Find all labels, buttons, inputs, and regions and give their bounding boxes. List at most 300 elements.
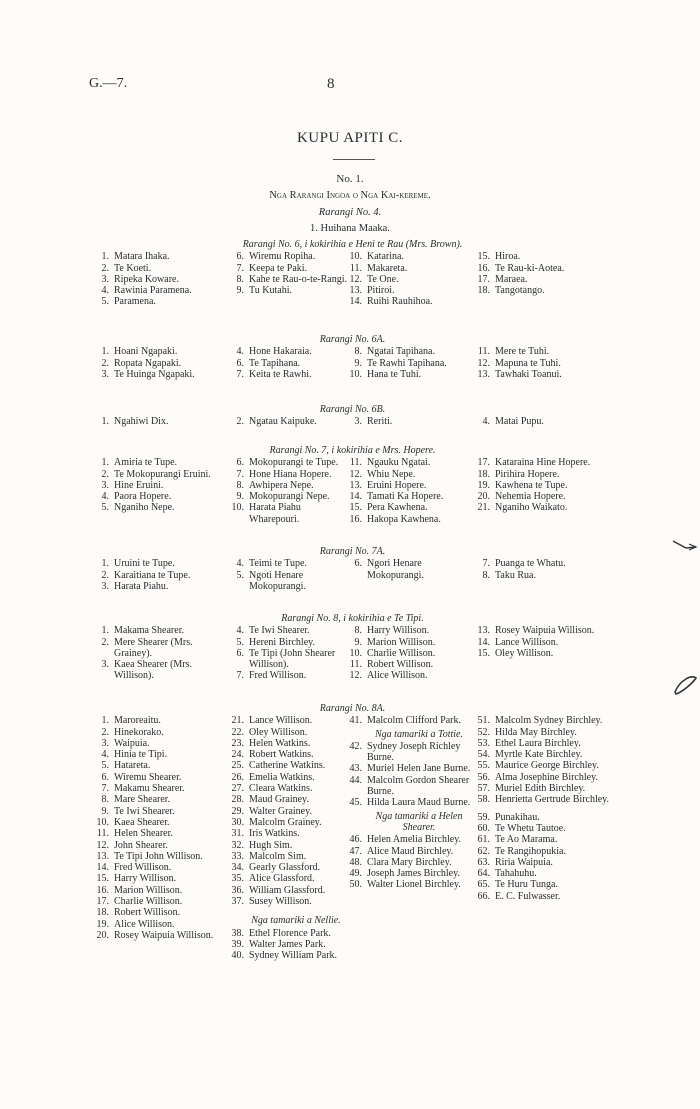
name-column (348, 251, 476, 307)
item-name: Kawhena te Tupe. (495, 479, 568, 491)
item-name: Hilda Laura Maud Burne. (367, 797, 471, 809)
item-name: Awhipera Nepe. (249, 479, 314, 491)
item-name: Eruini Hopere. (367, 479, 427, 491)
item-name: Harata Piahu Wharepouri. (249, 502, 301, 525)
item-number: 47. (349, 845, 362, 857)
item-number: 9. (354, 357, 362, 369)
list-item (95, 296, 230, 307)
section-label: Rarangi No. 7, i kokirihia e Mrs. Hopere. (269, 445, 436, 456)
list-item (348, 879, 476, 890)
item-number: 46. (349, 834, 362, 846)
list-item (95, 817, 230, 828)
list-item (230, 817, 348, 828)
item-number: 28. (231, 794, 244, 806)
list-item (348, 514, 476, 525)
list-item (95, 907, 230, 918)
list-item (230, 896, 348, 907)
item-name: Joseph James Birchley. (367, 868, 460, 880)
item-name: Te Mokopurangi Eruini. (114, 468, 211, 480)
list-item (230, 840, 348, 851)
subgroup-heading: Nga tamariki a Helen Shearer. (375, 810, 463, 833)
item-name: Makama Shearer. (114, 625, 184, 637)
list-item (95, 930, 230, 941)
item-name: Walter Lionel Birchley. (367, 879, 461, 891)
item-number: 7. (236, 262, 244, 274)
item-number: 4. (236, 625, 244, 637)
item-name: Mapuna te Tuhi. (495, 357, 561, 369)
item-number: 2. (101, 636, 109, 648)
item-number: 10. (96, 816, 109, 828)
item-name: Maurice George Birchley. (495, 760, 599, 772)
list-item (230, 851, 348, 862)
item-number: 10. (349, 647, 362, 659)
item-name: Te Ao Marama. (495, 834, 558, 846)
item-name: Helen Shearer. (114, 828, 173, 840)
list-item (476, 558, 610, 569)
list-item (348, 868, 476, 879)
list-item (348, 775, 476, 798)
list-item (476, 846, 610, 857)
list-item (95, 469, 230, 480)
list-item (476, 263, 610, 274)
item-number: 44. (349, 774, 362, 786)
list-item (95, 806, 230, 817)
item-number: 5. (236, 636, 244, 648)
list-item (476, 416, 610, 427)
item-number: 31. (231, 828, 244, 840)
section-columns (95, 346, 610, 380)
item-number: 56. (477, 771, 490, 783)
rarangi-section (95, 546, 610, 592)
item-name: Ngatai Tapihana. (367, 346, 435, 358)
item-name: Charlie Willison. (367, 647, 436, 659)
item-number: 8. (354, 625, 362, 637)
list-item (230, 274, 348, 285)
item-name: Pera Kawhena. (367, 502, 428, 514)
list-item (95, 502, 230, 513)
list-item (95, 358, 230, 369)
item-number: 3. (101, 368, 109, 380)
item-number: 11. (349, 659, 362, 671)
margin-arrow-mark (672, 538, 698, 554)
item-number: 38. (231, 927, 244, 939)
item-number: 8. (236, 273, 244, 285)
item-number: 51. (477, 715, 490, 727)
item-name: Myrtle Kate Birchley. (495, 749, 583, 761)
list-item (230, 251, 348, 262)
item-number: 65. (477, 879, 490, 891)
list-item (95, 840, 230, 851)
list-item (95, 749, 230, 760)
list-item (476, 358, 610, 369)
item-number: 8. (482, 569, 490, 581)
list-item (230, 828, 348, 839)
item-name: Fred Willison. (249, 670, 307, 682)
item-number: 1. (101, 625, 109, 637)
rarangi-section (95, 334, 610, 380)
name-column (476, 558, 610, 592)
item-number: 12. (96, 839, 109, 851)
item-name: Mere Shearer (Mrs. Grainey). (114, 636, 193, 659)
item-number: 37. (231, 896, 244, 908)
item-name: Kaea Shearer (Mrs. Willison). (114, 659, 193, 682)
item-name: Te Huinga Ngapaki. (114, 368, 195, 380)
item-name: Hinia te Tipi. (114, 749, 168, 761)
list-item (95, 491, 230, 502)
item-number: 4. (101, 749, 109, 761)
list-item (230, 772, 348, 783)
list-item (348, 659, 476, 670)
item-name: Teimi te Tupe. (249, 558, 307, 570)
name-column (230, 625, 348, 681)
item-name: Ngori Henare Mokopurangi. (367, 558, 424, 581)
list-item (348, 648, 476, 659)
list-item (230, 783, 348, 794)
item-name: Paora Hopere. (114, 491, 172, 503)
item-number: 33. (231, 850, 244, 862)
item-number: 6. (236, 251, 244, 263)
list-item (230, 263, 348, 274)
list-item (348, 480, 476, 491)
item-name: Matara Ihaka. (114, 251, 170, 263)
list-item (476, 823, 610, 834)
item-number: 8. (354, 346, 362, 358)
item-name: Rawinia Paramena. (114, 285, 192, 297)
item-name: Puanga te Whatu. (495, 558, 566, 570)
item-name: Reriti. (367, 416, 393, 428)
item-name: Ethel Florence Park. (249, 927, 331, 939)
list-item (348, 346, 476, 357)
item-name: Te Rangihopukia. (495, 845, 566, 857)
name-column (348, 558, 476, 592)
item-name: Te Iwi Shearer. (249, 625, 310, 637)
item-number: 40. (231, 950, 244, 962)
item-name: Sydney William Park. (249, 950, 338, 962)
item-number: 15. (477, 251, 490, 263)
item-number: 2. (101, 468, 109, 480)
item-name: Hinekorako. (114, 726, 164, 738)
list-item (95, 828, 230, 839)
list-item (230, 885, 348, 896)
list-item (95, 346, 230, 357)
item-number: 49. (349, 868, 362, 880)
item-number: 8. (101, 794, 109, 806)
item-number: 4. (236, 558, 244, 570)
item-number: 2. (101, 262, 109, 274)
item-name: Clara Mary Birchley. (367, 856, 452, 868)
list-item (95, 570, 230, 581)
item-number: 5. (101, 296, 109, 308)
item-number: 52. (477, 726, 490, 738)
item-number: 3. (101, 737, 109, 749)
item-name: Fred Willison. (114, 862, 172, 874)
list-item (348, 715, 476, 726)
item-number: 58. (477, 794, 490, 806)
list-item (95, 285, 230, 296)
item-number: 62. (477, 845, 490, 857)
name-column (476, 625, 610, 681)
list-item (230, 625, 348, 636)
item-name: Robert Willison. (367, 659, 434, 671)
list-item (476, 570, 610, 581)
item-name: Riria Waipuia. (495, 856, 553, 868)
item-name: Te Iwi Shearer. (114, 805, 175, 817)
item-number: 15. (349, 502, 362, 514)
schedule-number: No. 1. (336, 173, 364, 185)
list-item (230, 806, 348, 817)
item-name: Malcolm Clifford Park. (367, 715, 461, 727)
item-number: 53. (477, 737, 490, 749)
item-number: 18. (477, 285, 490, 297)
list-item (476, 760, 610, 771)
item-name: Wiremu Shearer. (114, 771, 182, 783)
item-name: Marion Willison. (114, 884, 183, 896)
item-number: 3. (101, 580, 109, 592)
item-name: Mokopurangi Nepe. (249, 491, 330, 503)
list-item (476, 834, 610, 845)
item-number: 2. (236, 416, 244, 428)
name-column (230, 558, 348, 592)
item-number: 5. (236, 569, 244, 581)
item-number: 13. (96, 850, 109, 862)
item-number: 14. (477, 636, 490, 648)
list-item (230, 369, 348, 380)
item-number: 9. (236, 285, 244, 297)
item-name: Tu Kutahi. (249, 285, 292, 297)
list-item (348, 263, 476, 274)
item-name: Robert Willison. (114, 907, 181, 919)
name-column (348, 715, 476, 961)
item-number: 29. (231, 805, 244, 817)
list-item (95, 794, 230, 805)
item-name: Te Rau-ki-Aotea. (495, 262, 565, 274)
page-number: 8 (327, 76, 335, 92)
item-number: 11. (477, 346, 490, 358)
list-item (230, 794, 348, 805)
item-name: Karaitiana te Tupe. (114, 569, 191, 581)
section-label: Rarangi No. 8, i kokirihia e Te Tipi. (281, 613, 424, 624)
item-number: 59. (477, 811, 490, 823)
item-name: Ngauku Ngatai. (367, 457, 431, 469)
item-number: 32. (231, 839, 244, 851)
item-name: Paramena. (114, 296, 156, 308)
list-item (230, 358, 348, 369)
list-item (476, 346, 610, 357)
item-number: 12. (349, 273, 362, 285)
item-number: 23. (231, 737, 244, 749)
item-name: Katarina. (367, 251, 404, 263)
name-column (348, 457, 476, 525)
item-name: Hilda May Birchley. (495, 726, 577, 738)
name-column (95, 625, 230, 681)
item-number: 12. (349, 670, 362, 682)
list-item (95, 862, 230, 873)
item-number: 25. (231, 760, 244, 772)
item-number: 7. (482, 558, 490, 570)
item-name: Uruini te Tupe. (114, 558, 175, 570)
item-name: John Shearer. (114, 839, 168, 851)
item-number: 2. (101, 357, 109, 369)
item-name: Lance Willison. (249, 715, 313, 727)
item-name: Tawhaki Toanui. (495, 368, 562, 380)
list-item (95, 896, 230, 907)
item-name: Whiu Nepe. (367, 468, 416, 480)
item-number: 50. (349, 879, 362, 891)
item-number: 5. (101, 760, 109, 772)
item-number: 64. (477, 868, 490, 880)
item-number: 16. (349, 513, 362, 525)
item-name: Kataraina Hine Hopere. (495, 457, 591, 469)
item-number: 1. (101, 558, 109, 570)
rarangi-section (95, 613, 610, 682)
list-item (95, 637, 230, 660)
list-item (95, 659, 230, 682)
list-item (348, 469, 476, 480)
item-number: 6. (236, 647, 244, 659)
item-name: Alice Glassford. (249, 873, 315, 885)
rarangi-section (95, 703, 610, 962)
list-item (476, 625, 610, 636)
list-item (230, 469, 348, 480)
list-item (95, 480, 230, 491)
list-item (348, 558, 476, 581)
list-item (348, 670, 476, 681)
item-name: Te Huru Tunga. (495, 879, 558, 891)
list-item (348, 358, 476, 369)
item-name: Mare Shearer. (114, 794, 171, 806)
list-item (348, 416, 476, 427)
list-item (230, 558, 348, 569)
item-number: 12. (349, 468, 362, 480)
list-item (476, 491, 610, 502)
section-columns (95, 558, 610, 592)
item-number: 60. (477, 822, 490, 834)
item-number: 1. (101, 251, 109, 263)
item-name: Waipuia. (114, 737, 150, 749)
list-item (230, 873, 348, 884)
list-item (348, 285, 476, 296)
item-number: 12. (477, 357, 490, 369)
item-name: Sydney Joseph Richley Burne. (367, 740, 461, 764)
item-number: 13. (349, 285, 362, 297)
list-item (476, 285, 610, 296)
list-heading: Nga Rarangi Ingoa o Nga Kai-kereme. (269, 190, 431, 201)
list-item (476, 783, 610, 794)
item-name: Oley Willison. (495, 647, 554, 659)
item-number: 6. (101, 771, 109, 783)
item-number: 17. (96, 896, 109, 908)
item-name: Hereni Birchley. (249, 636, 315, 648)
name-column (95, 416, 230, 427)
list-item (348, 491, 476, 502)
item-number: 6. (354, 558, 362, 570)
item-number: 42. (349, 740, 362, 752)
list-item (476, 868, 610, 879)
name-column (230, 457, 348, 525)
list-item (348, 274, 476, 285)
list-item (95, 274, 230, 285)
list-item (476, 794, 610, 805)
item-number: 30. (231, 816, 244, 828)
item-name: Walter Grainey. (249, 805, 312, 817)
list-item (95, 783, 230, 794)
item-name: Mere te Tuhi. (495, 346, 550, 358)
item-number: 5. (101, 502, 109, 514)
section-columns (95, 457, 610, 525)
item-number: 16. (96, 884, 109, 896)
item-number: 39. (231, 938, 244, 950)
item-name: Ropata Ngapaki. (114, 357, 182, 369)
item-number: 7. (236, 368, 244, 380)
list-item (230, 715, 348, 726)
item-name: Te Rawhi Tapihana. (367, 357, 447, 369)
list-item (230, 491, 348, 502)
item-number: 18. (477, 468, 490, 480)
list-item (230, 862, 348, 873)
item-number: 43. (349, 763, 362, 775)
list-item (95, 919, 230, 930)
item-name: Te One. (367, 273, 399, 285)
item-number: 27. (231, 783, 244, 795)
item-name: Muriel Edith Birchley. (495, 783, 586, 795)
item-name: Ethel Laura Birchley. (495, 737, 581, 749)
item-number: 4. (101, 285, 109, 297)
item-name: Alice Willison. (114, 918, 175, 930)
name-column (476, 457, 610, 525)
item-name: Kaea Shearer. (114, 816, 170, 828)
list-item (348, 846, 476, 857)
item-number: 19. (96, 918, 109, 930)
list-item (230, 760, 348, 771)
list-item (476, 251, 610, 262)
list-item (348, 637, 476, 648)
list-item (476, 857, 610, 868)
item-name: Muriel Helen Jane Burne. (367, 763, 471, 775)
list-item (476, 738, 610, 749)
item-name: Amiria te Tupe. (114, 457, 178, 469)
item-number: 1. (101, 416, 109, 428)
item-name: Alma Josephine Birchley. (495, 771, 598, 783)
list-item (230, 346, 348, 357)
item-name: Hatareta. (114, 760, 151, 772)
list-item (476, 891, 610, 902)
item-number: 13. (477, 625, 490, 637)
list-item (95, 457, 230, 468)
item-name: Susey Willison. (249, 896, 312, 908)
item-name: Te Koeti. (114, 262, 152, 274)
item-number: 14. (349, 296, 362, 308)
list-item (348, 251, 476, 262)
item-number: 3. (101, 479, 109, 491)
list-item (95, 772, 230, 783)
subgroup-heading: Nga tamariki a Tottie. (375, 728, 463, 740)
item-name: Nganiho Nepe. (114, 502, 175, 514)
list-item (95, 873, 230, 884)
list-item (476, 369, 610, 380)
list-item (476, 469, 610, 480)
item-name: Maroreaitu. (114, 715, 161, 727)
list-item (95, 851, 230, 862)
item-number: 2. (101, 726, 109, 738)
rarangi-4-entry: 1. Huihana Maaka. (310, 223, 390, 234)
item-number: 2. (101, 569, 109, 581)
item-name: Malcolm Sydney Birchley. (495, 715, 603, 727)
list-item (348, 797, 476, 808)
item-name: Ngoti Henare Mokopurangi. (249, 569, 306, 592)
item-name: Catherine Watkins. (249, 760, 326, 772)
name-column (476, 416, 610, 427)
item-name: Te Whetu Tautoe. (495, 822, 566, 834)
